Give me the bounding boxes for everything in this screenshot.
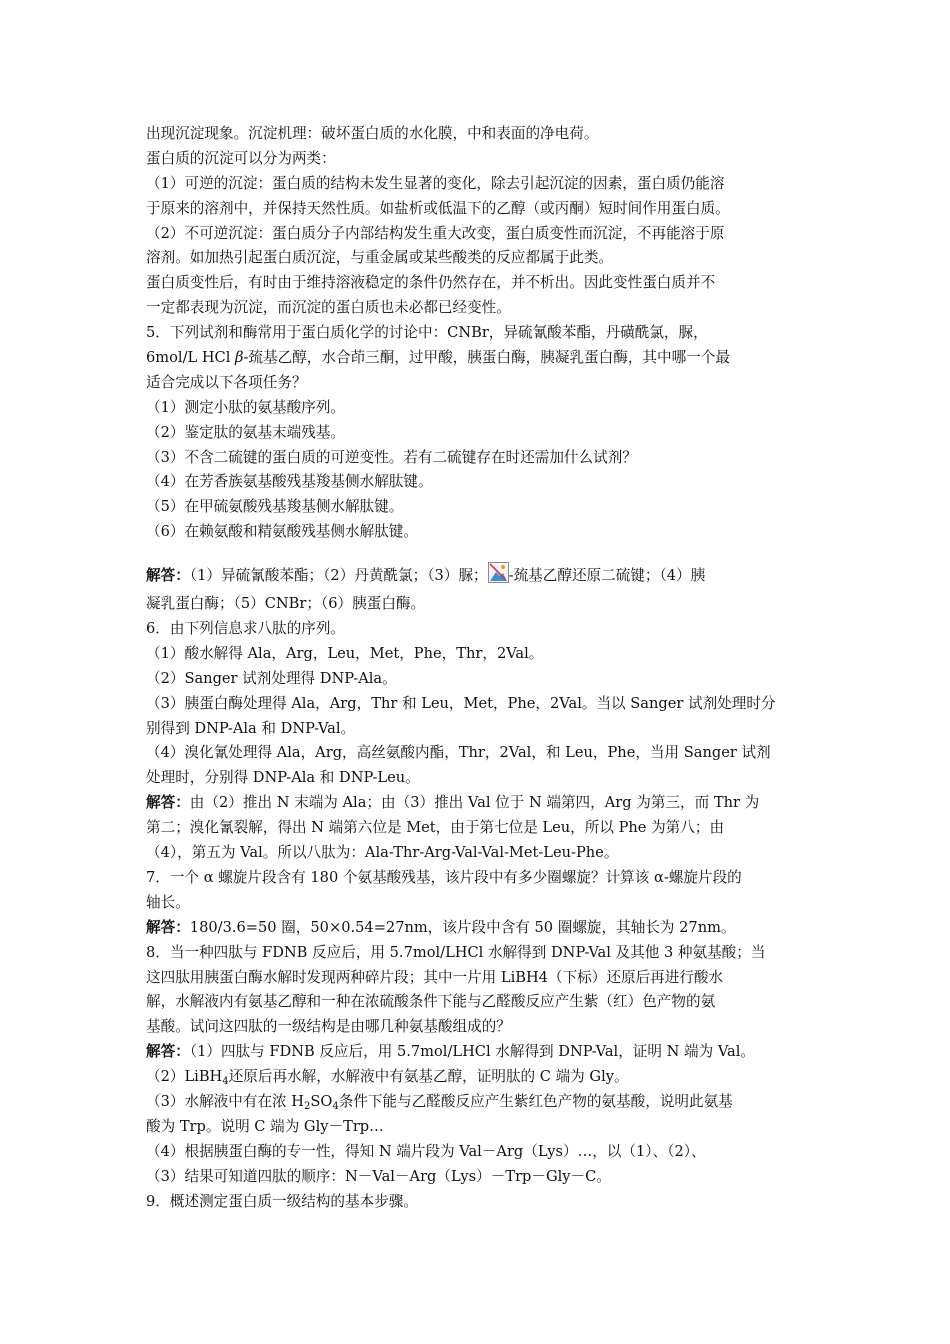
text-line [146,346,812,371]
text-line: 凝乳蛋白酶；（5）CNBr；（6）胰蛋白酶。 [146,595,426,613]
text-line: 酸为 Trp。说明 C 端为 Gly－Trp… [146,1117,384,1135]
answer-7 [146,916,812,941]
text-line: （6）在赖氨酸和精氨酸残基侧水解肽键。 [146,523,418,541]
text-span: （3）水解液中有在浓 H [146,1092,304,1110]
text-line: （1）测定小肽的氨基酸序列。 [146,398,346,416]
question-7: 7．一个 α 螺旋片段含有 180 个氨基酸残基，该片段中有多少圈螺旋？计算该 α-螺旋片段的 [146,868,742,886]
question-9: 9．概述测定蛋白质一级结构的基本步骤。 [146,1192,418,1210]
text-span: SO [310,1092,333,1110]
text-line: （3）结果可知道四肽的顺序：N－Val－Arg（Lys）－Trp－Gly－C。 [146,1167,611,1185]
subscript: 4 [222,1076,229,1088]
text-line: （4）根据胰蛋白酶的专一性，得知 N 端片段为 Val－Arg（Lys）…，以（1）、（2）、 [146,1142,706,1160]
text-span: 由（2）推出 N 末端为 Ala；由（3）推出 Val 位于 N 端第四，Arg 为第三，而 Thr 为 [189,794,760,812]
text-line: （3）不含二硫键的蛋白质的可逆变性。若有二硫键存在时还需加什么试剂？ [146,448,637,466]
broken-image-icon [488,562,509,583]
text-line: （2）鉴定肽的氨基末端残基。 [146,423,346,441]
text-line: 适合完成以下各项任务？ [146,373,307,391]
text-line: 蛋白质的沉淀可以分为两类： [146,149,336,167]
text-span: -巯基乙醇还原二硫键；（4）胰 [508,567,706,585]
text-line: （4）溴化氰处理得 Ala，Arg，高丝氨酸内酯，Thr，2Val，和 Leu，Phe，当用 Sanger 试剂 [146,744,771,762]
text-line: 蛋白质变性后，有时由于维持溶液稳定的条件仍然存在，并不析出。因此变性蛋白质并不 [146,274,716,292]
subscript: 4 [332,1100,339,1112]
text-span: 6mol/L HCl [146,349,231,367]
answer-label: 解答： [146,1043,190,1061]
answer-5 [146,559,812,592]
subscript: 2 [304,1100,311,1112]
answer-label: 解答： [146,567,190,585]
text-line: （4）在芳香族氨基酸残基羧基侧水解肽键。 [146,473,433,491]
text-line: 出现沉淀现象。沉淀机理：破坏蛋白质的水化膜，中和表面的净电荷。 [146,125,599,142]
question-5: 5．下列试剂和酶常用于蛋白质化学的讨论中：CNBr，异硫氰酸苯酯，丹磺酰氯，脲， [146,324,708,342]
question-8: 8．当一种四肽与 FDNB 反应后，用 5.7mol/LHCl 水解得到 DNP-Val 及其他 3 种氨基酸；当 [146,943,766,961]
text-span: （2）LiBH [146,1068,223,1086]
beta-symbol: β [235,349,244,367]
text-line: 解，水解液内有氨基乙醇和一种在浓硫酸条件下能与乙醛酸反应产生紫（红）色产物的氨 [146,993,716,1011]
text-line: （3）胰蛋白酶处理得 Ala，Arg，Thr 和 Leu，Met，Phe，2Val。当以 Sanger 试剂处理时分 [146,694,776,712]
text-span: （1）异硫氰酸苯酯；（2）丹黄酰氯；（3）脲； [189,567,488,585]
text-line: （2）Sanger 试剂处理得 DNP-Ala。 [146,669,397,687]
text-line: 别得到 DNP-Ala 和 DNP-Val。 [146,719,356,737]
text-line: （1）酸水解得 Ala，Arg，Leu，Met，Phe，Thr，2Val。 [146,644,544,662]
text-line: 第二；溴化氰裂解，得出 N 端第六位是 Met，由于第七位是 Leu，所以 Phe 为第八；由 [146,819,725,837]
answer-6 [146,791,812,816]
text-line [146,1065,812,1090]
text-span: （1）四肽与 FDNB 反应后，用 5.7mol/LHCl 水解得到 DNP-Val，证明 N 端为 Val。 [189,1043,756,1061]
text-line: 基酸。试问这四肽的一级结构是由哪几种氨基酸组成的？ [146,1018,511,1036]
text-line: 溶剂。如加热引起蛋白质沉淀，与重金属或某些酸类的反应都属于此类。 [146,249,614,267]
answer-8 [146,1040,812,1065]
text-line: 一定都表现为沉淀，而沉淀的蛋白质也未必都已经变性。 [146,299,511,317]
document-page [146,122,812,1214]
text-line: （5）在甲硫氨酸残基羧基侧水解肽键。 [146,498,404,516]
text-line: 轴长。 [146,893,190,911]
question-6: 6．由下列信息求八肽的序列。 [146,620,346,638]
text-span: 还原后再水解，水解液中有氨基乙醇，证明肽的 C 端为 Gly。 [228,1068,629,1086]
text-span: 180/3.6=50 圈，50×0.54=27nm，该片段中含有 50 圈螺旋，其轴长为 27nm。 [189,918,736,936]
text-line: （4），第五为 Val。所以八肽为：Ala-Thr-Arg-Val-Val-Met-Leu-Phe。 [146,844,619,862]
text-line: 于原来的溶剂中，并保持天然性质。如盐析或低温下的乙醇（或丙酮）短时间作用蛋白质。 [146,199,730,217]
answer-label: 解答： [146,794,190,812]
text-span: 条件下能与乙醛酸反应产生紫红色产物的氨基酸，说明此氨基 [338,1092,733,1110]
answer-label: 解答： [146,918,190,936]
text-line: （1）可逆的沉淀：蛋白质的结构未发生显著的变化，除去引起沉淀的因素，蛋白质仍能溶 [146,174,725,192]
text-line: 处理时，分别得 DNP-Ala 和 DNP-Leu。 [146,769,420,787]
text-line: （2）不可逆沉淀：蛋白质分子内部结构发生重大改变，蛋白质变性而沉淀，不再能溶于原 [146,224,725,242]
text-line [146,1090,812,1115]
text-line: 这四肽用胰蛋白酶水解时发现两种碎片段；其中一片用 LiBH4（下标）还原后再进行酸水 [146,968,724,986]
text-span: -巯基乙醇，水合茚三酮，过甲酸，胰蛋白酶，胰凝乳蛋白酶，其中哪一个最 [243,349,730,367]
